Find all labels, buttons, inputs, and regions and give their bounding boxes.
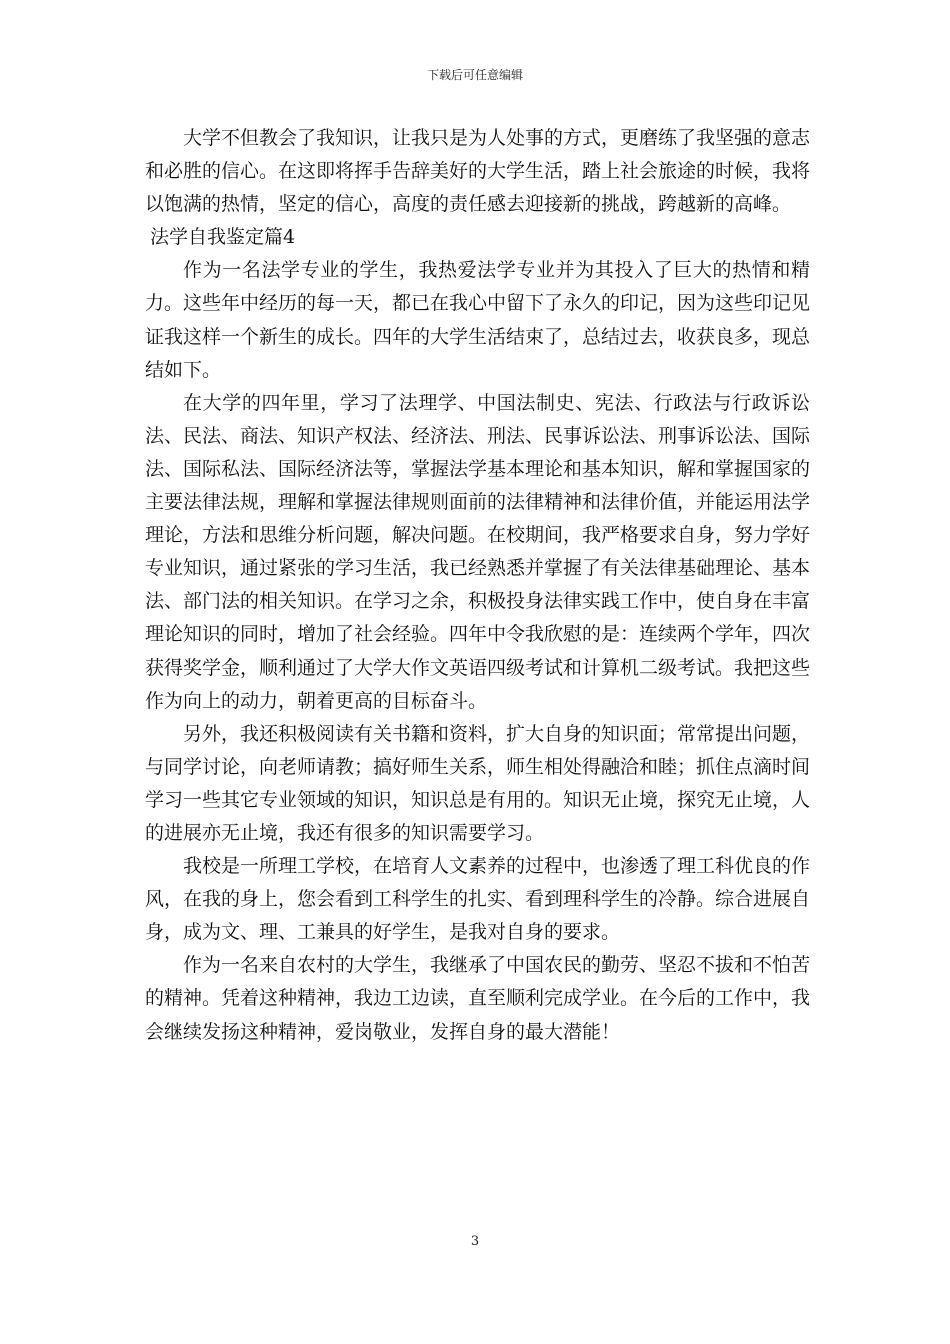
body-paragraph: 作为一名法学专业的学生，我热爱法学专业并为其投入了巨大的热情和精力。这些年中经历的每一天，都已在我心中留下了永久的印记，因为这些印记见证我这样一个新生的成长。四年的大学生活结束了，总结过去，收获良多，现总结如下。 [145, 259, 811, 381]
body-paragraph: 大学不但教会了我知识，让我只是为人处事的方式，更磨练了我坚强的意志和必胜的信心。在这即将挥手告辞美好的大学生活，踏上社会旅途的时候，我将以饱满的热情，坚定的信心，高度的责任感去迎接新的挑战，跨越新的高峰。 [145, 127, 811, 216]
section-title: 法学自我鉴定篇4 [150, 226, 296, 249]
body-paragraph: 作为一名来自农村的大学生，我继承了中国农民的勤劳、坚忍不拔和不怕苦的精神。凭着这种精神，我边工边读，直至顺利完成学业。在今后的工作中，我会继续发扬这种精神，爱岗敬业，发挥自身的最大潜能！ [145, 954, 811, 1043]
page-header: 下载后可任意编辑 [426, 68, 523, 82]
document-body [145, 122, 810, 1049]
body-paragraph: 我校是一所理工学校，在培育人文素养的过程中，也渗透了理工科优良的作风，在我的身上，您会看到工科学生的扎实、看到理科学生的冷静。综合进展自身，成为文、理、工兼具的好学生，是我对自身的要求。 [145, 855, 811, 944]
body-paragraph: 另外，我还积极阅读有关书籍和资料，扩大自身的知识面；常常提出问题，与同学讨论，向老师请教；搞好师生关系，师生相处得融洽和睦；抓住点滴时间学习一些其它专业领域的知识，知识总是有用的。知识无止境，探究无止境，人的进展亦无止境，我还有很多的知识需要学习。 [145, 722, 811, 844]
body-paragraph: 在大学的四年里，学习了法理学、中国法制史、宪法、行政法与行政诉讼法、民法、商法、知识产权法、经济法、刑法、民事诉讼法、刑事诉讼法、国际法、国际私法、国际经济法等，掌握法学基本理论和基本知识，解和掌握国家的主要法律法规，理解和掌握法律规则面前的法律精神和法律价值，并能运用法学理论，方法和思维分析问题，解决问题。在校期间，我严格要求自身，努力学好专业知识，通过紧张的学习生活，我已经熟悉并掌握了有关法律基础理论、基本法、部门法的相关知识。在学习之余，积极投身法律实践工作中，使自身在丰富理论知识的同时，增加了社会经验。四年中令我欣慰的是：连续两个学年，四次获得奖学金，顺利通过了大学大作文英语四级考试和计算机二级考试。我把这些作为向上的动力，朝着更高的目标奋斗。 [145, 391, 811, 712]
page-number: 3 [470, 1234, 480, 1249]
